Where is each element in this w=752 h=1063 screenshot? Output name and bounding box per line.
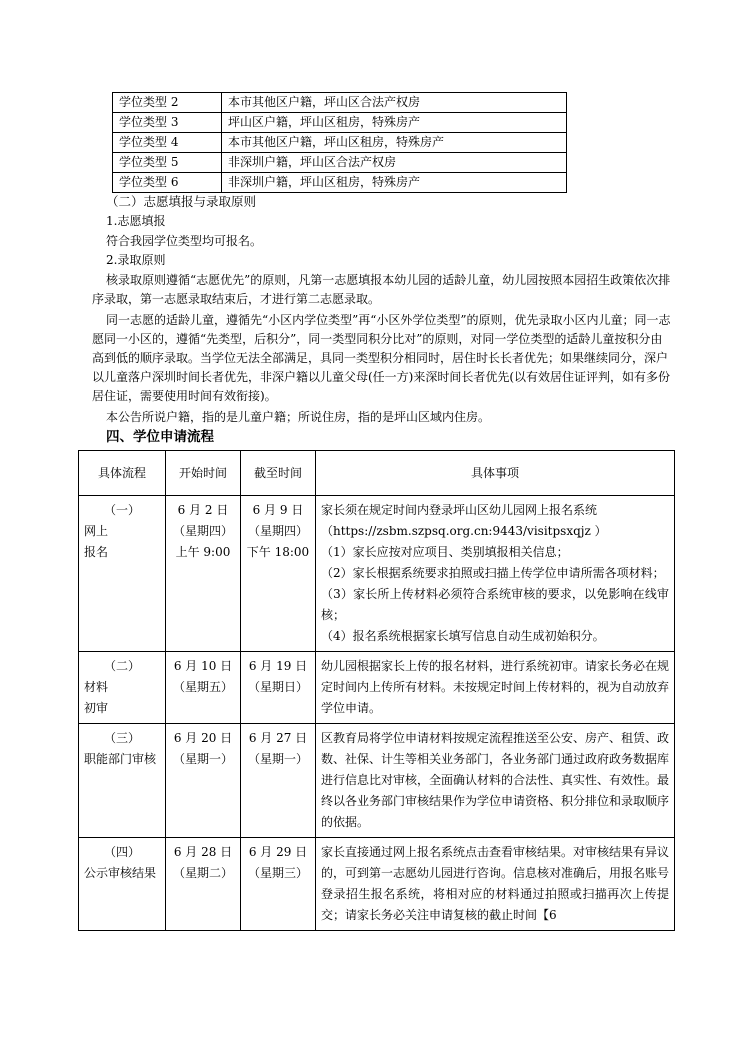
degree-type-cell: 学位类型 3 xyxy=(113,113,222,133)
cell-line: 职能部门审核 xyxy=(84,752,157,766)
degree-type-table xyxy=(112,92,567,193)
table-row xyxy=(113,173,567,193)
cell-line: 初审 xyxy=(84,701,109,715)
table-row xyxy=(79,652,675,724)
cell-line: 6 月 2 日 xyxy=(177,503,229,517)
details-cell xyxy=(316,652,675,724)
cell-line: 6 月 10 日 xyxy=(173,659,233,673)
degree-condition-cell: 本市其他区户籍，坪山区合法产权房 xyxy=(222,93,567,113)
degree-type-cell: 学位类型 4 xyxy=(113,133,222,153)
cell-line: （星期四） xyxy=(247,524,308,538)
start-time-cell xyxy=(166,652,241,724)
stage-cell xyxy=(79,838,166,931)
subsection-title-admission: 2.录取原则 xyxy=(106,253,166,267)
cell-line: （星期一） xyxy=(247,752,308,766)
section-title-process: 四、学位申请流程 xyxy=(106,429,214,445)
cell-line: （星期四） xyxy=(172,524,233,538)
table-row xyxy=(79,724,675,838)
degree-type-cell: 学位类型 2 xyxy=(113,93,222,113)
header-stage: 具体流程 xyxy=(79,451,166,496)
cell-line: 6 月 9 日 xyxy=(252,503,304,517)
stage-cell xyxy=(79,652,166,724)
cell-line: 下午 18:00 xyxy=(246,545,310,559)
table-row xyxy=(113,153,567,173)
cell-line: 6 月 20 日 xyxy=(173,731,233,745)
end-time-cell xyxy=(241,652,316,724)
table-row xyxy=(113,133,567,153)
cell-line: （3）家长所上传材料必须符合系统审核的要求，以免影响在线审核； xyxy=(321,587,669,622)
cell-line: （星期日） xyxy=(247,680,308,694)
table-row xyxy=(79,496,675,652)
cell-line: 6 月 28 日 xyxy=(173,845,233,859)
cell-line: （1）家长应按对应项目、类别填报相关信息； xyxy=(321,545,569,559)
cell-line: （三） xyxy=(103,731,140,745)
admission-paragraph-2: 同一志愿的适龄儿童，遵循先“小区内学位类型”再“小区外学位类型”的原则，优先录取小区内儿童；同一志愿同一小区的，遵循“先类型，后积分”，同一类型同积分比对”的原则，对同一学位类型的适龄儿童按积分由高到低的顺序录取。当学位无法全部满足，具同一类型积分相同时，居住时长长者优先；如果继续同分，深户以儿童落户深圳时间长者优先，非深户籍以儿童父母(任一方)来深时间长者优先(以有效居住证评判，如有多份居住证，需要使用时间有效衔接)。 xyxy=(92,313,671,403)
process-table-header xyxy=(79,451,675,496)
section-title-application: （二）志愿填报与录取原则 xyxy=(106,194,257,209)
details-cell xyxy=(316,838,675,931)
admission-paragraph-1: 核录取原则遵循“志愿优先”的原则，凡第一志愿填报本幼儿园的适龄儿童，幼儿园按照本园招生政策依次排序录取，第一志愿录取结束后，才进行第二志愿录取。 xyxy=(92,273,671,306)
cell-line: 网上 xyxy=(84,524,109,538)
degree-condition-cell: 非深圳户籍，坪山区租房，特殊房产 xyxy=(222,173,567,193)
degree-type-cell: 学位类型 5 xyxy=(113,153,222,173)
cell-line: （星期二） xyxy=(172,866,233,880)
details-cell xyxy=(316,496,675,652)
cell-line: （星期五） xyxy=(172,680,233,694)
admission-paragraph-3: 本公告所说户籍，指的是儿童户籍；所说住房，指的是坪山区域内住房。 xyxy=(106,410,491,424)
details-cell xyxy=(316,724,675,838)
cell-line: 家长须在规定时间内登录坪山区幼儿园网上报名系统 xyxy=(321,503,598,517)
stage-cell xyxy=(79,496,166,652)
cell-line: （二） xyxy=(103,659,140,673)
subsection-title-volunteer: 1.志愿填报 xyxy=(106,214,166,228)
cell-line: 报名 xyxy=(84,545,109,559)
table-row xyxy=(79,838,675,931)
cell-line: （星期三） xyxy=(247,866,308,880)
table-row xyxy=(113,113,567,133)
header-end-time: 截至时间 xyxy=(241,451,316,496)
cell-line: 上午 9:00 xyxy=(175,545,231,559)
cell-line: （一） xyxy=(103,503,140,517)
start-time-cell xyxy=(166,838,241,931)
cell-line: 公示审核结果 xyxy=(84,866,157,880)
cell-line: 6 月 19 日 xyxy=(248,659,308,673)
end-time-cell xyxy=(241,838,316,931)
start-time-cell xyxy=(166,724,241,838)
cell-line: 材料 xyxy=(84,680,109,694)
cell-line: 6 月 27 日 xyxy=(248,731,308,745)
cell-line: （https://zsbm.szpsq.org.cn:9443/visitpsxqjz ） xyxy=(321,524,607,538)
degree-type-cell: 学位类型 6 xyxy=(113,173,222,193)
end-time-cell xyxy=(241,724,316,838)
cell-line: 家长直接通过网上报名系统点击查看审核结果。对审核结果有异议的，可到第一志愿幼儿园进行咨询。信息核对准确后，用报名账号登录招生报名系统，将相对应的材料通过拍照或扫描再次上传提交；请家长务必关注申请复核的截止时间【6 xyxy=(321,845,670,922)
end-time-cell xyxy=(241,496,316,652)
header-start-time: 开始时间 xyxy=(166,451,241,496)
cell-line: （星期一） xyxy=(172,752,233,766)
cell-line: （2）家长根据系统要求拍照或扫描上传学位申请所需各项材料； xyxy=(321,566,665,580)
cell-line: 幼儿园根据家长上传的报名材料，进行系统初审。请家长务必在规定时间内上传所有材料。未按规定时间上传材料的，视为自动放弃学位申请。 xyxy=(321,659,670,715)
degree-condition-cell: 本市其他区户籍，坪山区租房，特殊房产 xyxy=(222,133,567,153)
degree-condition-cell: 坪山区户籍，坪山区租房，特殊房产 xyxy=(222,113,567,133)
cell-line: 6 月 29 日 xyxy=(248,845,308,859)
header-details: 具体事项 xyxy=(316,451,675,496)
table-row xyxy=(113,93,567,113)
application-process-table xyxy=(78,450,675,931)
cell-line: （4）报名系统根据家长填写信息自动生成初始积分。 xyxy=(321,629,605,643)
cell-line: （四） xyxy=(103,845,140,859)
degree-condition-cell: 非深圳户籍，坪山区合法产权房 xyxy=(222,153,567,173)
cell-line: 区教育局将学位申请材料按规定流程推送至公安、房产、租赁、政数、社保、计生等相关业务部门，各业务部门通过政府政务数据库进行信息比对审核，全面确认材料的合法性、真实性、有效性。最终以各业务部门审核结果作为学位申请资格、积分排位和录取顺序的依据。 xyxy=(321,731,670,829)
stage-cell xyxy=(79,724,166,838)
subsection-text-volunteer: 符合我园学位类型均可报名。 xyxy=(106,234,263,248)
start-time-cell xyxy=(166,496,241,652)
